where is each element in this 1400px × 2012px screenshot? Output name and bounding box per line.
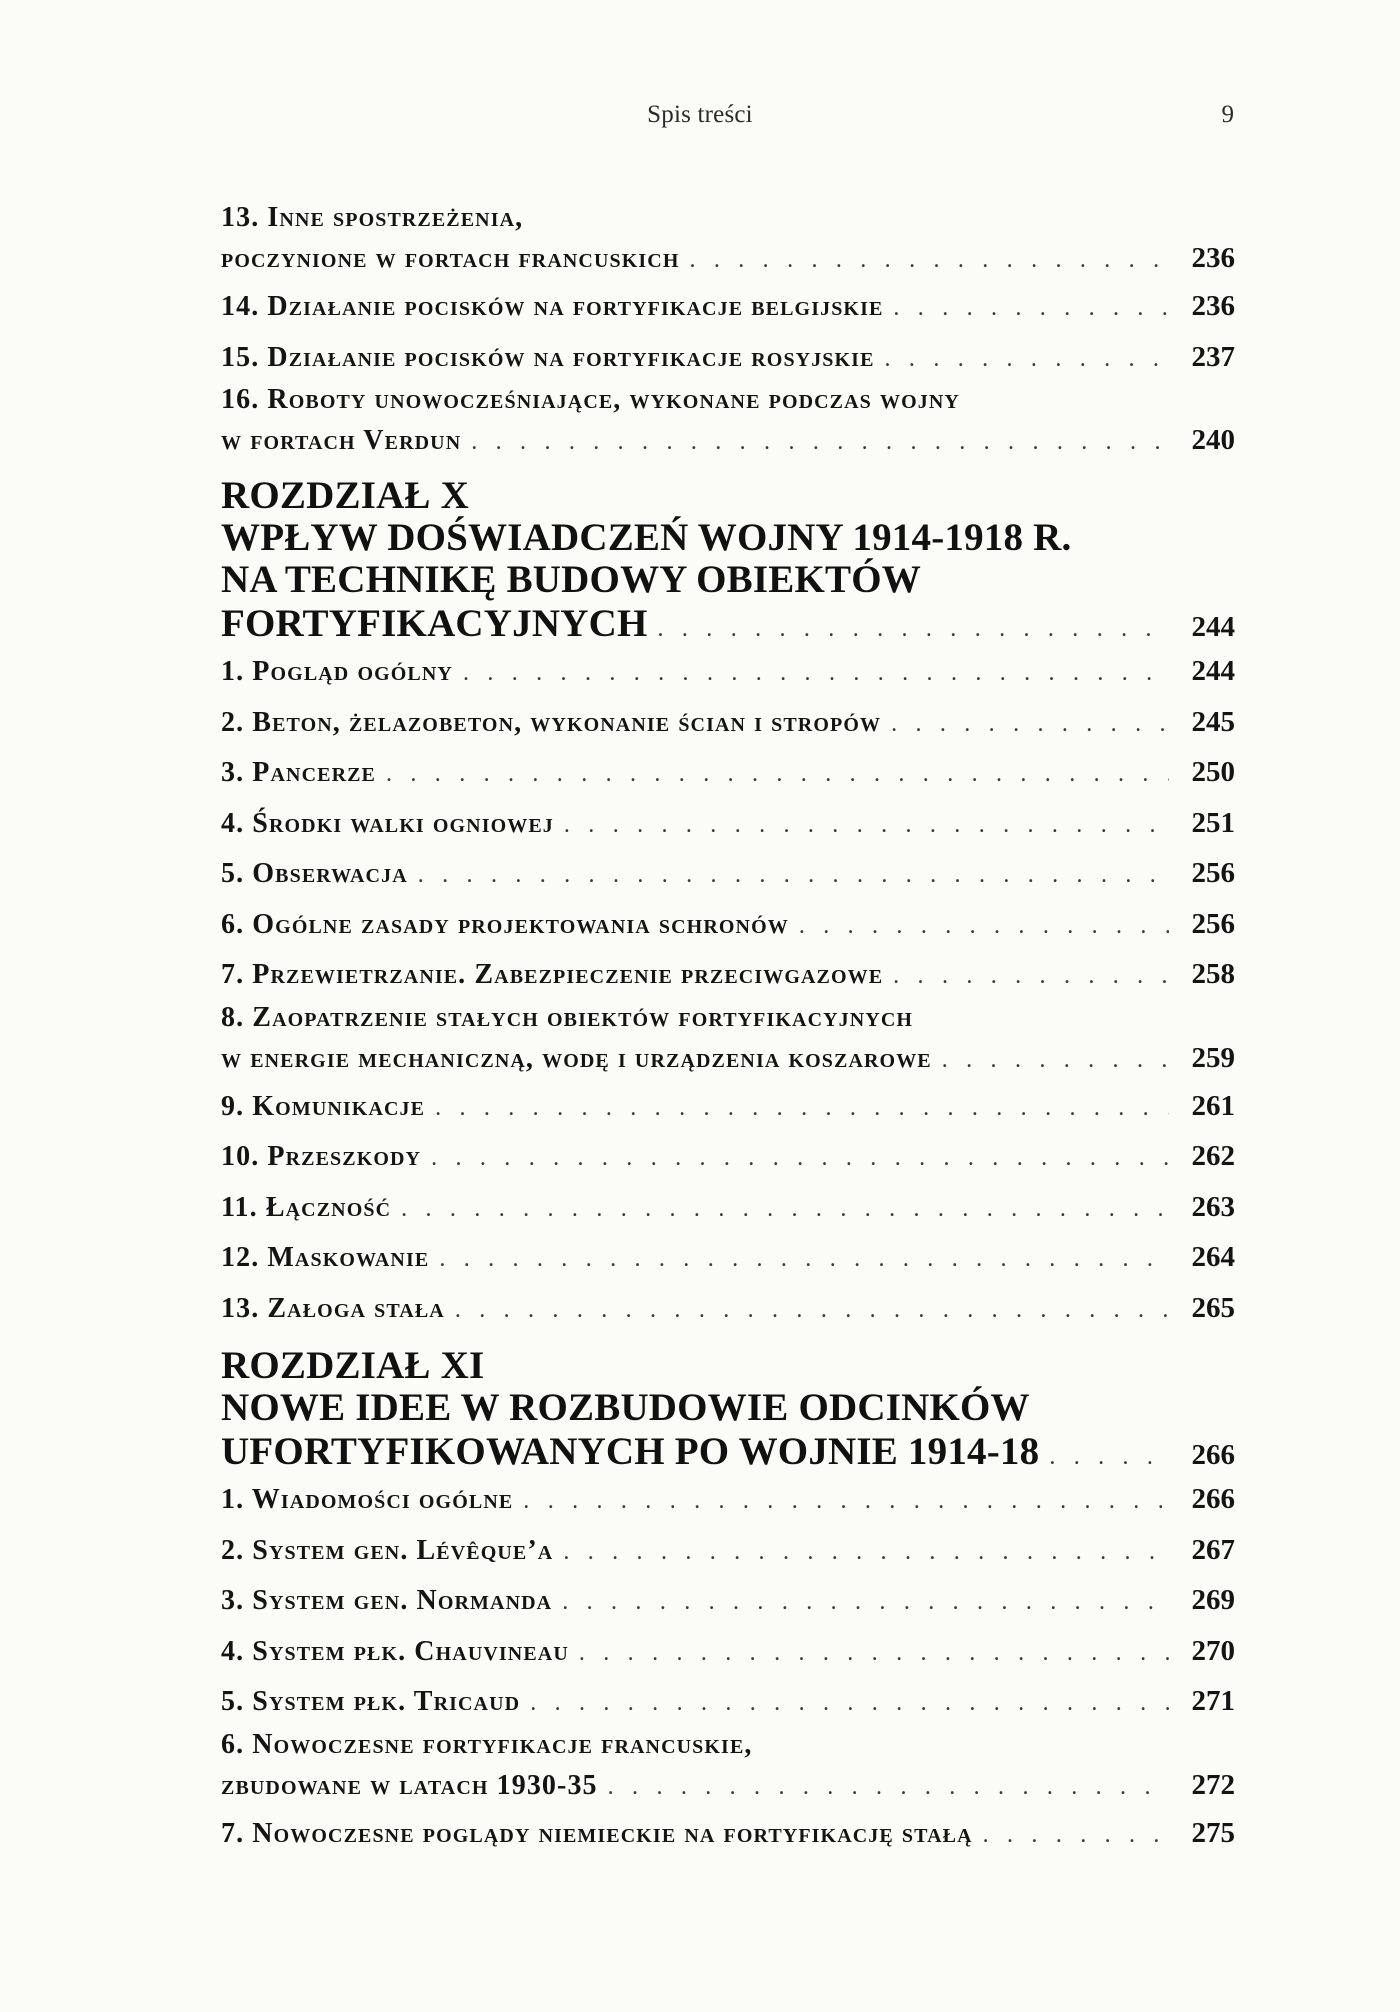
toc-entry bbox=[221, 281, 1235, 332]
toc-entry bbox=[221, 697, 1235, 748]
chapter-heading bbox=[221, 1345, 1235, 1474]
toc-entry-page: 275 bbox=[1191, 1816, 1235, 1849]
toc-entry-title-line1: 13. Inne spostrzeżenia, bbox=[221, 202, 524, 233]
dot-leader bbox=[418, 850, 1169, 901]
dot-leader bbox=[983, 1810, 1169, 1861]
toc-entry-page: 261 bbox=[1191, 1089, 1235, 1122]
toc-entry-page: 272 bbox=[1191, 1768, 1235, 1801]
toc-entry bbox=[221, 1575, 1235, 1626]
toc-entry bbox=[221, 848, 1235, 899]
dot-leader bbox=[562, 1577, 1169, 1628]
dot-leader bbox=[799, 901, 1169, 952]
toc-entry-title: 4. System płk. Chauvineau bbox=[221, 1635, 569, 1667]
toc-entry bbox=[221, 1081, 1235, 1132]
running-head bbox=[0, 101, 1400, 133]
toc-entry-page: 269 bbox=[1191, 1584, 1235, 1616]
dot-leader bbox=[435, 1083, 1169, 1134]
dot-leader bbox=[891, 699, 1169, 750]
toc-entry bbox=[221, 1131, 1235, 1182]
toc-entry bbox=[221, 899, 1235, 950]
dot-leader bbox=[563, 1527, 1169, 1578]
toc-entry-page: 264 bbox=[1191, 1241, 1235, 1273]
chapter-heading-line: UFORTYFIKOWANYCH PO WOJNIE 1914-18 bbox=[221, 1430, 1040, 1473]
toc-entry-page: 263 bbox=[1191, 1190, 1235, 1223]
toc-entry-title: 7. Przewietrzanie. Zabezpieczenie przeciwgazowe bbox=[221, 959, 884, 990]
dot-leader bbox=[463, 648, 1169, 699]
toc-entry-title: 5. Obserwacja bbox=[221, 858, 408, 889]
toc-entry-page: 237 bbox=[1191, 340, 1235, 373]
toc-entry-title-line2: poczynione w fortach francuskich bbox=[221, 243, 680, 274]
toc-entry-page: 256 bbox=[1191, 907, 1235, 940]
dot-leader bbox=[579, 1628, 1169, 1679]
toc-entry-title: 4. Środki walki ogniowej bbox=[221, 807, 554, 839]
toc-entry-title: 11. Łączność bbox=[221, 1191, 392, 1223]
toc-entry-title-line1: 6. Nowoczesne fortyfikacje francuskie, bbox=[221, 1728, 753, 1760]
dot-leader bbox=[401, 1184, 1169, 1235]
toc-entry bbox=[221, 1727, 1235, 1808]
toc-entry-page: 270 bbox=[1191, 1634, 1235, 1667]
toc-entry-page: 265 bbox=[1191, 1291, 1235, 1324]
toc-entry bbox=[221, 332, 1235, 383]
dot-leader bbox=[564, 800, 1169, 851]
dot-leader bbox=[431, 1133, 1169, 1184]
toc-entry-title: 10. Przeszkody bbox=[221, 1141, 422, 1172]
toc-entry-title: 15. Działanie pocisków na fortyfikacje rosyjskie bbox=[221, 341, 875, 373]
chapter-page: 266 bbox=[1191, 1439, 1235, 1471]
toc-entry-title: 12. Maskowanie bbox=[221, 1242, 430, 1273]
toc-entry-title: 2. Beton, żelazobeton, wykonanie ścian i stropów bbox=[221, 706, 882, 738]
toc-entry-page: 236 bbox=[1191, 290, 1235, 322]
toc-entry bbox=[221, 747, 1235, 798]
dot-leader bbox=[942, 1038, 1169, 1083]
toc-entry bbox=[221, 1000, 1235, 1081]
toc-entry bbox=[221, 1232, 1235, 1283]
toc-entry-title-line2: zbudowane w latach 1930-35 bbox=[221, 1769, 598, 1801]
toc-entry-title-line2: w energie mechaniczną, wodę i urządzenia koszarowe bbox=[221, 1042, 932, 1074]
toc-entry-page: 250 bbox=[1191, 756, 1235, 788]
toc-entry bbox=[221, 1474, 1235, 1525]
chapter-heading-line: FORTYFIKACYJNYCH bbox=[221, 602, 648, 645]
toc-entry-title: 5. System płk. Tricaud bbox=[221, 1686, 521, 1717]
dot-leader bbox=[455, 1285, 1169, 1336]
chapter-heading-line: NOWE IDEE W ROZBUDOWIE ODCINKÓW bbox=[221, 1386, 1030, 1429]
toc-entry bbox=[221, 1525, 1235, 1576]
chapter-heading-line: ROZDZIAŁ XI bbox=[221, 1344, 485, 1387]
toc-entry bbox=[221, 1626, 1235, 1677]
toc-entry-page: 256 bbox=[1191, 857, 1235, 889]
dot-leader bbox=[893, 951, 1169, 1002]
toc-entry bbox=[221, 1182, 1235, 1233]
chapter-heading-line: NA TECHNIKĘ BUDOWY OBIEKTÓW bbox=[221, 558, 921, 601]
dot-leader bbox=[523, 1476, 1169, 1527]
dot-leader bbox=[439, 1234, 1169, 1285]
toc-entry-page: 262 bbox=[1191, 1140, 1235, 1172]
dot-leader bbox=[689, 238, 1169, 283]
toc-entry-page: 251 bbox=[1191, 806, 1235, 839]
dot-leader bbox=[608, 1765, 1169, 1810]
toc-entry-title-line1: 8. Zaopatrzenie stałych obiektów fortyfikacyjnych bbox=[221, 1001, 914, 1033]
toc-entry-page: 266 bbox=[1191, 1483, 1235, 1515]
toc-entry-title: 13. Załoga stała bbox=[221, 1292, 445, 1324]
toc-entry-page: 259 bbox=[1191, 1041, 1235, 1074]
toc-entry bbox=[221, 1676, 1235, 1727]
dot-leader bbox=[893, 283, 1169, 334]
toc-entry-title: 7. Nowoczesne poglądy niemieckie na fortyfikację stałą bbox=[221, 1817, 973, 1849]
toc-entry-title: 6. Ogólne zasady projektowania schronów bbox=[221, 908, 789, 940]
toc-entry bbox=[221, 382, 1235, 463]
toc-entry-title: 3. Pancerze bbox=[221, 757, 376, 788]
chapter-heading-line: ROZDZIAŁ X bbox=[221, 474, 469, 517]
toc-entry-page: 236 bbox=[1191, 242, 1235, 274]
toc-entry-page: 271 bbox=[1191, 1685, 1235, 1717]
toc-entry bbox=[221, 200, 1235, 281]
toc-entry-page: 267 bbox=[1191, 1533, 1235, 1566]
dot-leader bbox=[885, 334, 1169, 385]
chapter-heading-line: WPŁYW DOŚWIADCZEŃ WOJNY 1914-1918 R. bbox=[221, 516, 1072, 559]
toc-entry-title: 3. System gen. Normanda bbox=[221, 1585, 553, 1616]
toc-entry-title: 1. Pogląd ogólny bbox=[221, 656, 453, 687]
chapter-heading bbox=[221, 475, 1235, 646]
toc-entry-page: 258 bbox=[1191, 958, 1235, 990]
toc-entry bbox=[221, 1808, 1235, 1859]
header-title: Spis treści bbox=[647, 101, 753, 128]
toc-entry-title: 9. Komunikacje bbox=[221, 1090, 426, 1122]
table-of-contents bbox=[221, 200, 1235, 1858]
dot-leader bbox=[386, 749, 1169, 800]
toc-entry bbox=[221, 798, 1235, 849]
toc-entry-title-line1: 16. Roboty unowocześniające, wykonane podczas wojny bbox=[221, 384, 960, 415]
toc-entry bbox=[221, 1283, 1235, 1334]
toc-entry-title: 1. Wiadomości ogólne bbox=[221, 1484, 514, 1515]
toc-entry bbox=[221, 949, 1235, 1000]
toc-entry-page: 245 bbox=[1191, 705, 1235, 738]
dot-leader bbox=[530, 1678, 1169, 1729]
dot-leader bbox=[471, 420, 1169, 465]
toc-entry-page: 240 bbox=[1191, 424, 1235, 456]
toc-entry-page: 244 bbox=[1191, 655, 1235, 687]
toc-entry-title-line2: w fortach Verdun bbox=[221, 425, 462, 456]
page-number: 9 bbox=[1221, 101, 1234, 128]
chapter-page: 244 bbox=[1191, 611, 1235, 643]
toc-entry-title: 2. System gen. Lévêque’a bbox=[221, 1534, 554, 1566]
toc-entry-title: 14. Działanie pocisków na fortyfikacje belgijskie bbox=[221, 291, 884, 322]
toc-entry bbox=[221, 646, 1235, 697]
